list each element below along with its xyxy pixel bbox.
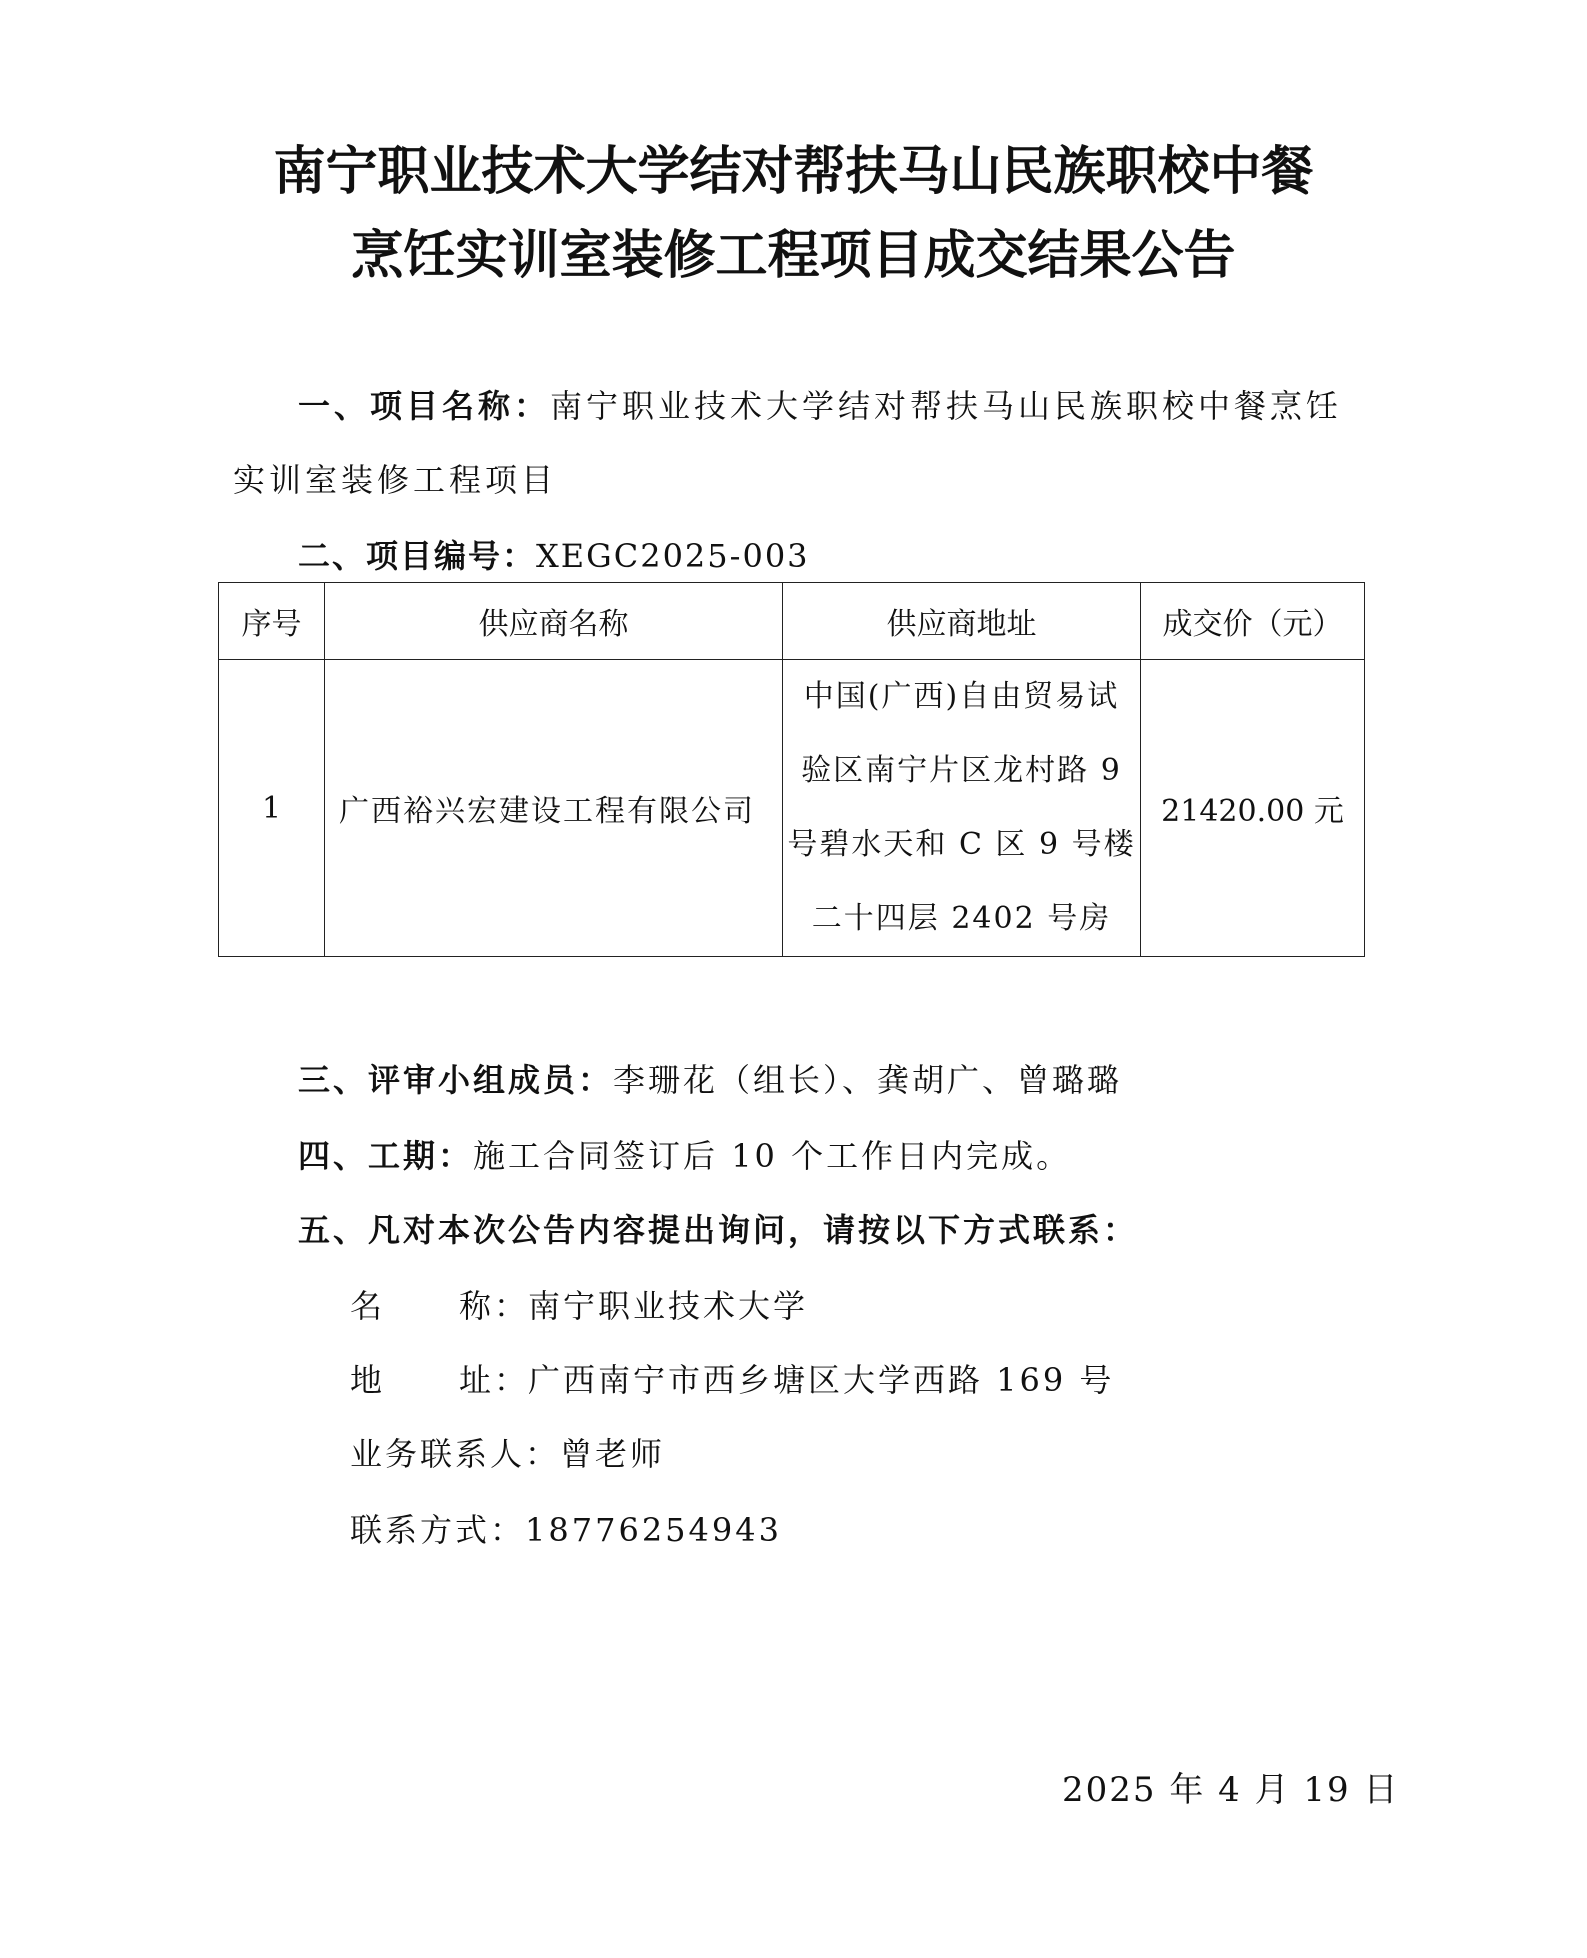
project-number-paragraph [298,534,810,578]
contact-phone-value: 18776254943 [525,1511,782,1549]
contact-address-value: 广西南宁市西乡塘区大学西路 169 号 [528,1361,1115,1399]
project-name-label: 一、项目名称： [298,387,551,425]
address-line: 二十四层 2402 号房 [811,901,1112,936]
inquiry-heading: 五、凡对本次公告内容提出询问，请按以下方式联系： [298,1211,1139,1249]
duration-value: 施工合同签订后 10 个工作日内完成。 [473,1137,1072,1175]
header-supplier-address: 供应商地址 [783,583,1141,660]
address-line: 号碧水天和 C 区 9 号楼 [787,827,1136,862]
project-name-continuation: 实训室装修工程项目 [233,461,558,499]
duration-paragraph [298,1134,1071,1178]
page-title-line-2: 烹饪实训室装修工程项目成交结果公告 [351,225,1236,286]
project-number-label: 二、项目编号： [298,537,537,575]
announcement-date: 2025 年 4 月 19 日 [1062,1770,1400,1810]
contact-person-row [350,1432,665,1476]
contact-person-value: 曾老师 [560,1435,666,1473]
row-price: 21420.00 元 [1141,660,1365,957]
contact-name-label: 名 称： [350,1287,530,1325]
project-number-value: XEGC2025-003 [536,537,810,575]
contact-name-row [350,1284,808,1328]
contact-phone-label: 联系方式： [350,1511,526,1549]
review-panel-value: 李珊花（组长）、龚胡广、曾璐璐 [613,1061,1123,1099]
row-supplier-address [783,660,1141,957]
address-line: 中国(广西)自由贸易试 [803,679,1120,714]
duration-label: 四、工期： [298,1137,474,1175]
contact-name-value: 南宁职业技术大学 [528,1287,809,1325]
row-no: 1 [219,660,325,957]
header-price: 成交价（元） [1141,583,1365,660]
row-supplier-name: 广西裕兴宏建设工程有限公司 [325,660,783,957]
address-line: 验区南宁片区龙村路 9 [801,753,1122,788]
contact-address-row [350,1358,1114,1402]
review-panel-label: 三、评审小组成员： [298,1061,614,1099]
table-row [219,660,1365,957]
table-header-row [219,583,1365,660]
review-panel-paragraph [298,1058,1122,1102]
contact-address-label: 地 址： [350,1361,530,1399]
project-name-value-part1: 南宁职业技术大学结对帮扶马山民族职校中餐烹饪 [550,387,1343,425]
header-supplier-name: 供应商名称 [325,583,783,660]
contact-person-label: 业务联系人： [350,1435,561,1473]
result-table [218,582,1365,957]
page-title-line-1: 南宁职业技术大学结对帮扶马山民族职校中餐 [273,141,1314,202]
project-name-paragraph [298,384,1342,428]
header-no: 序号 [219,583,325,660]
contact-phone-row [350,1508,782,1552]
